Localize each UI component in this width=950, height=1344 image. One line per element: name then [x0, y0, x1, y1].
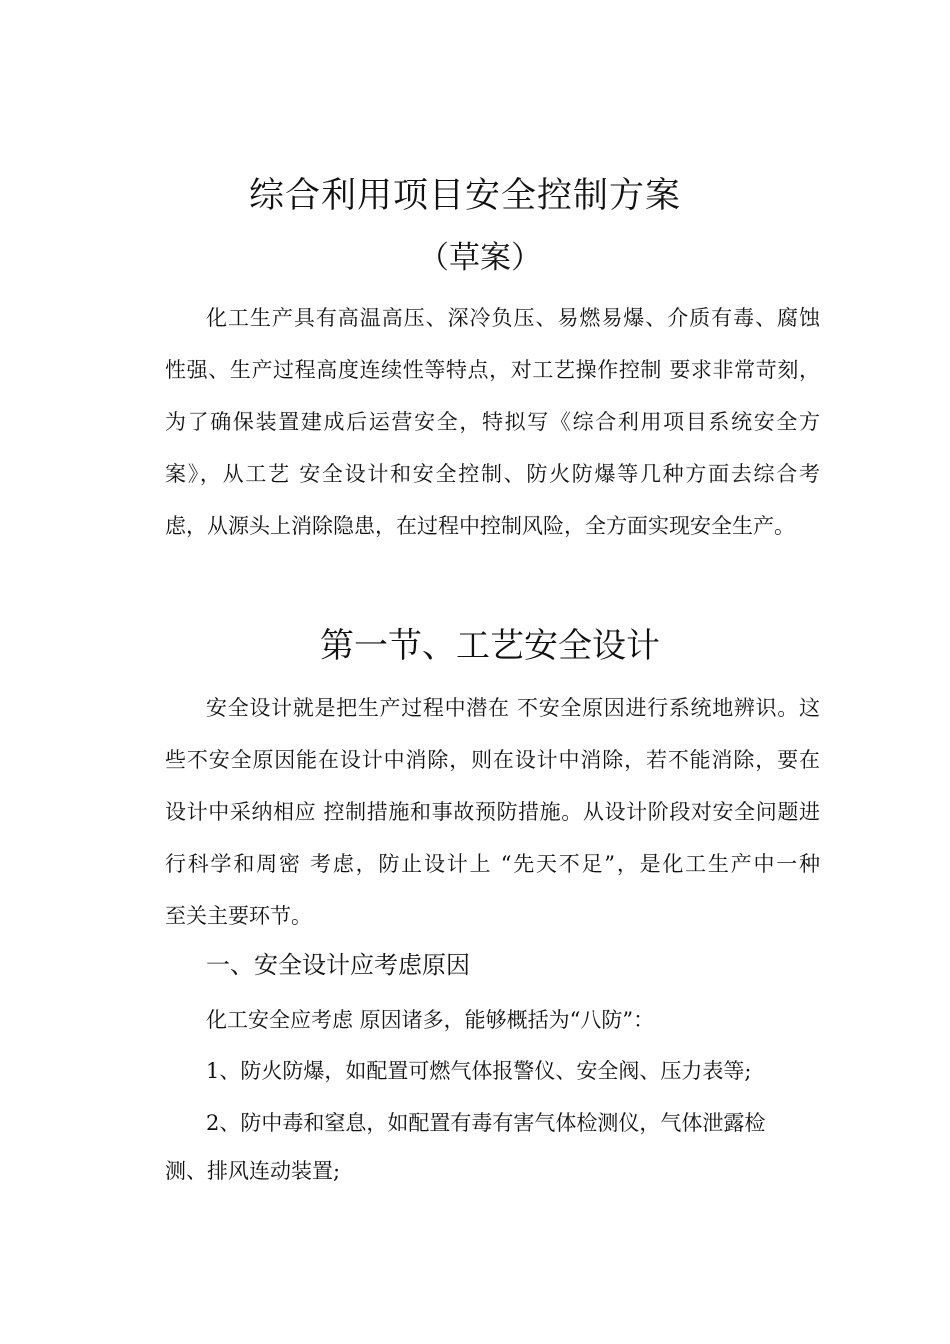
document-subtitle: （草案） — [418, 240, 542, 276]
section-heading: 第一节、工艺安全设计 — [320, 626, 660, 666]
section-line: 至关主要环节。 — [165, 904, 312, 928]
list-item-1: 1、防火防爆，如配置可燃气体报警仪、安全阀、压力表等; — [206, 1059, 752, 1083]
intro-line: 化工生产具有高温高压、深冷负压、易燃易爆、介质有毒、腐蚀 — [206, 306, 820, 330]
document-title: 综合利用项目安全控制方案 — [248, 176, 681, 216]
section-line: 行科学和周密 考虑，防止设计上 “先天不足”，是化工生产中一种 — [165, 852, 820, 876]
section-line: 安全设计就是把生产过程中潜在 不安全原因进行系统地辨识。这 — [206, 696, 820, 720]
section-line: 设计中采纳相应 控制措施和事故预防措施。从设计阶段对安全问题进 — [165, 800, 820, 824]
intro-line: 性强、生产过程高度连续性等特点，对工艺操作控制 要求非常苛刻， — [165, 358, 820, 382]
subheading: 一、安全设计应考虑原因 — [206, 951, 470, 979]
intro-line: 虑，从源头上消除隐患，在过程中控制风险，全方面实现安全生产。 — [165, 514, 795, 538]
intro-line: 为了确保装置建成后运营安全，特拟写《综合利用项目系统安全方 — [165, 410, 820, 434]
list-item-2-line: 测、排风连动装置; — [165, 1159, 341, 1183]
eight-defenses-lead: 化工安全应考虑 原因诸多，能够概括为“八防”： — [206, 1008, 655, 1032]
section-line: 些不安全原因能在设计中消除，则在设计中消除，若不能消除，要在 — [165, 748, 820, 772]
intro-line: 案》，从工艺 安全设计和安全控制、防火防爆等几种方面去综合考 — [165, 462, 820, 486]
list-item-2-line: 2、防中毒和窒息，如配置有毒有害气体检测仪，气体泄露检 — [206, 1111, 766, 1135]
